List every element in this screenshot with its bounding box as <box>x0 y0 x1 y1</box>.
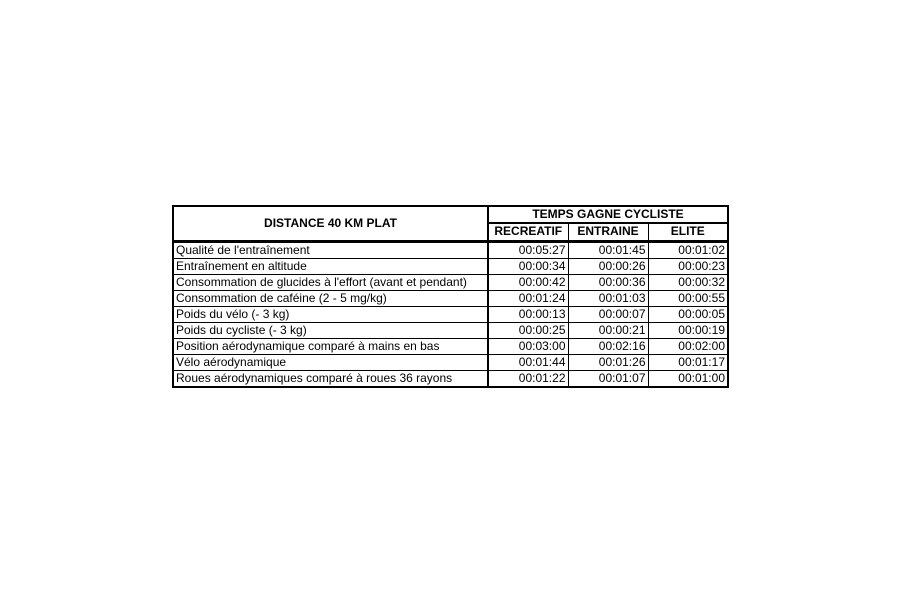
column-header-entraine: ENTRAINE <box>568 223 648 241</box>
value-recreatif: 00:05:27 <box>488 241 568 258</box>
value-recreatif: 00:00:13 <box>488 306 568 322</box>
value-entraine: 00:01:03 <box>568 290 648 306</box>
value-entraine: 00:00:21 <box>568 322 648 338</box>
value-elite: 00:01:17 <box>648 354 728 370</box>
table-row <box>173 290 728 306</box>
value-recreatif: 00:01:44 <box>488 354 568 370</box>
row-label: Vélo aérodynamique <box>173 354 488 370</box>
distance-header: DISTANCE 40 KM PLAT <box>173 206 488 241</box>
table-row <box>173 274 728 290</box>
row-label: Entraînement en altitude <box>173 258 488 274</box>
value-elite: 00:02:00 <box>648 338 728 354</box>
table-row <box>173 258 728 274</box>
value-entraine: 00:01:45 <box>568 241 648 258</box>
value-elite: 00:00:05 <box>648 306 728 322</box>
time-gain-table <box>172 205 729 388</box>
row-label: Consommation de caféine (2 - 5 mg/kg) <box>173 290 488 306</box>
value-recreatif: 00:00:42 <box>488 274 568 290</box>
value-elite: 00:00:55 <box>648 290 728 306</box>
value-recreatif: 00:01:22 <box>488 370 568 387</box>
value-elite: 00:00:23 <box>648 258 728 274</box>
value-recreatif: 00:03:00 <box>488 338 568 354</box>
header-row-top <box>173 206 728 223</box>
row-label: Poids du vélo (- 3 kg) <box>173 306 488 322</box>
row-label: Position aérodynamique comparé à mains en bas <box>173 338 488 354</box>
table-row <box>173 322 728 338</box>
value-entraine: 00:01:07 <box>568 370 648 387</box>
row-label: Poids du cycliste (- 3 kg) <box>173 322 488 338</box>
value-entraine: 00:01:26 <box>568 354 648 370</box>
value-recreatif: 00:01:24 <box>488 290 568 306</box>
column-header-elite: ELITE <box>648 223 728 241</box>
value-elite: 00:00:19 <box>648 322 728 338</box>
value-entraine: 00:00:26 <box>568 258 648 274</box>
table-row <box>173 338 728 354</box>
time-gain-group-header: TEMPS GAGNE CYCLISTE <box>488 206 728 223</box>
table-row <box>173 354 728 370</box>
value-recreatif: 00:00:34 <box>488 258 568 274</box>
value-elite: 00:00:32 <box>648 274 728 290</box>
table-row <box>173 241 728 258</box>
row-label: Qualité de l'entraînement <box>173 241 488 258</box>
column-header-recreatif: RECREATIF <box>488 223 568 241</box>
value-elite: 00:01:00 <box>648 370 728 387</box>
value-entraine: 00:00:36 <box>568 274 648 290</box>
row-label: Roues aérodynamiques comparé à roues 36 rayons <box>173 370 488 387</box>
row-label: Consommation de glucides à l'effort (avant et pendant) <box>173 274 488 290</box>
value-entraine: 00:02:16 <box>568 338 648 354</box>
table-row <box>173 370 728 387</box>
value-entraine: 00:00:07 <box>568 306 648 322</box>
table-row <box>173 306 728 322</box>
value-elite: 00:01:02 <box>648 241 728 258</box>
value-recreatif: 00:00:25 <box>488 322 568 338</box>
